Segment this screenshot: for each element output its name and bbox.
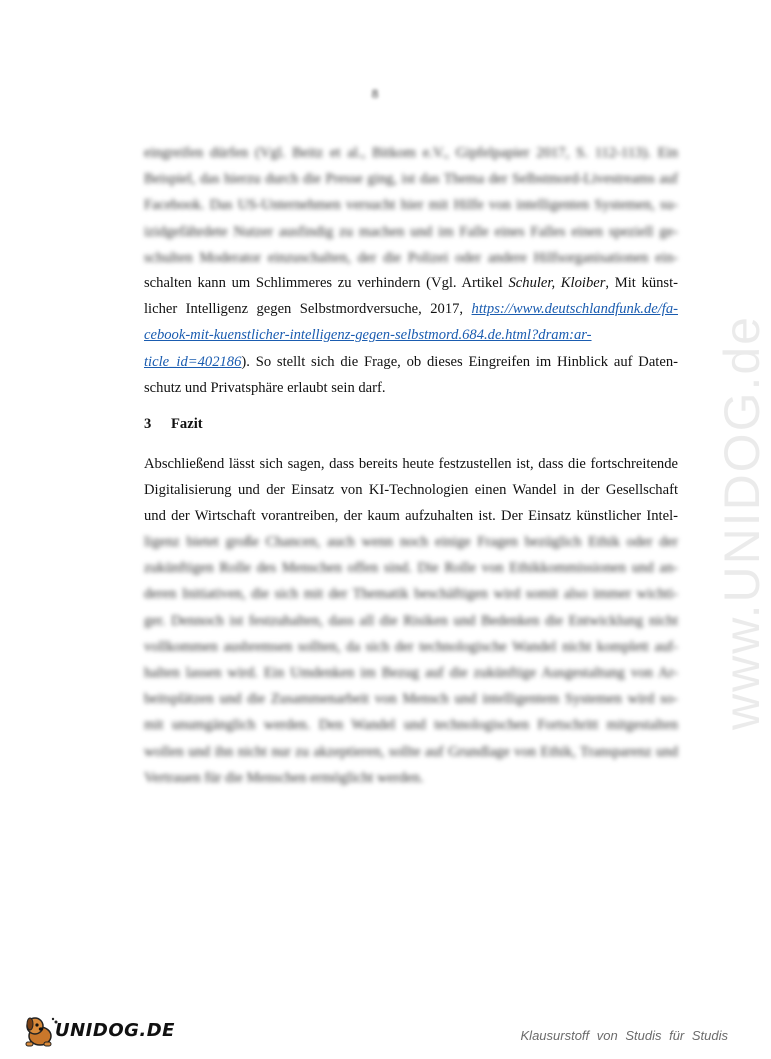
blurred-line: Vertrauen für die Menschen ermöglicht werden. <box>144 769 424 786</box>
blurred-line: schulten Moderator einzuschalten, der die Polizei oder andere Hilfsorganisationen ein- <box>144 249 678 266</box>
source-link[interactable]: https://www.deutschlandfunk.de/fa- <box>471 301 678 318</box>
dog-mascot-icon <box>20 1010 60 1050</box>
watermark: www.UNIDOG.de <box>714 315 770 730</box>
paragraph-line: Abschließend lässt sich sagen, dass bereits heute festzustellen ist, dass die fortschreitende <box>144 456 678 472</box>
footer-claim: Klausurstoff von Studis für Studis <box>520 1028 728 1043</box>
page-number: 8 <box>371 86 379 101</box>
paragraph-line: und der Wirtschaft vorantreiben, der kaum aufzuhalten ist. Der Einsatz künstlicher Intel- <box>144 508 678 525</box>
paragraph-line <box>144 349 678 375</box>
blurred-line: Beispiel, das hierzu durch die Presse ging, ist das Thema der Selbstmord-Livestreams auf <box>144 171 678 188</box>
blurred-paragraph-top <box>144 140 678 271</box>
blurred-line: beitsplätzen und die Zusammenarbeit von Mensch und intelligentem Systemen wird so- <box>144 691 678 708</box>
blurred-line: wollen und ihn nicht nur zu akzeptieren, sollte auf Grundlage von Ethik, Transparenz und <box>144 743 678 760</box>
blurred-line: halten lassen wird. Ein Umdenken im Bezug auf die zukünftige Ausgestaltung von Ar- <box>144 665 678 682</box>
paragraph-line: schutz und Privatsphäre erlaubt sein darf. <box>144 379 386 396</box>
paragraph-line <box>144 270 678 296</box>
blurred-line: Facebook. Das US-Unternehmen versucht hier mit Hilfe von intelligenten Systemen, su- <box>144 197 678 214</box>
blurred-line: mit unumgänglich werden. Den Wandel und technologischen Fortschritt mitgestalten <box>144 717 678 734</box>
blurred-paragraph-fazit <box>144 529 678 791</box>
paragraph-visible-top <box>144 270 678 401</box>
logo-text: UNIDOG.DE <box>55 1020 175 1041</box>
source-link[interactable]: ticle_id=402186 <box>144 353 242 370</box>
paragraph-fazit-visible <box>144 451 678 530</box>
author-names: Schuler, Kloiber <box>508 275 606 291</box>
paragraph-line <box>144 322 678 348</box>
text-segment: ). So stellt sich die Frage, ob dieses Eingreifen im Hinblick auf Daten- <box>241 353 678 370</box>
blurred-line: vollkommen ausbremsen sollten, da sich der technologische Wandel nicht komplett auf- <box>144 638 678 655</box>
blurred-line: eingreifen dürfen (Vgl. Beitz et al., Bitkom e.V., Gipfelpapier 2017, S. 112-113). Ein <box>144 145 678 161</box>
text-segment: schalten kann um Schlimmeres zu verhindern (Vgl. Artikel <box>144 275 509 291</box>
blurred-line: ligenz bietet große Chancen, auch wenn noch einige Fragen bezüglich Ethik oder der <box>144 534 678 550</box>
blurred-line: izidgefährdete Nutzer ausfindig zu machen und im Falle eines Falles einen speziell ge- <box>144 223 678 240</box>
text-segment: licher Intelligenz gegen Selbstmordversuche, 2017, <box>144 301 472 318</box>
section-heading <box>144 416 203 433</box>
blurred-line: zukünftigen Rolle des Menschen offen sind. Die Rolle von Ethikkommissionen und an- <box>144 560 678 577</box>
blurred-line: deren Initiativen, die sich mit der Thematik beschäftigen wird somit also immer wichti- <box>144 586 678 603</box>
text-segment: , Mit künst- <box>605 275 679 291</box>
section-title: Fazit <box>171 416 203 432</box>
section-number: 3 <box>144 416 152 432</box>
blurred-line: ger. Dennoch ist festzuhalten, dass all die Risiken und Bedenken die Entwicklung nicht <box>144 612 678 629</box>
paragraph-line: Digitalisierung und der Einsatz von KI-Technologien einen Wandel in der Gesellschaft <box>144 482 678 499</box>
paragraph-line <box>144 296 678 322</box>
source-link[interactable]: cebook-mit-kuenstlicher-intelligenz-gegen-selbstmord.684.de.html?dram:ar- <box>144 327 592 344</box>
